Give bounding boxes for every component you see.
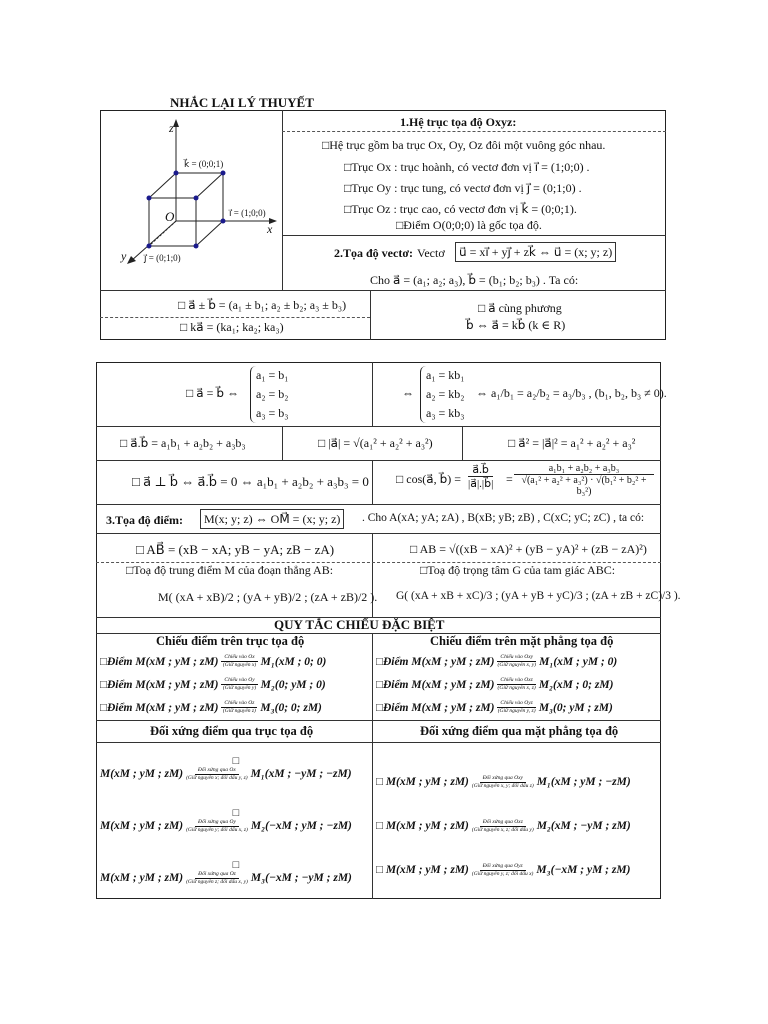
- divider: [370, 290, 371, 340]
- proj-plane-title: Chiếu điểm trên mặt phẳng tọa độ: [430, 634, 614, 648]
- sym-plane-pre: □ M(xM ; yM ; zM): [376, 864, 469, 876]
- proj-axis-arrow-top: Chiếu vào Oz: [221, 700, 257, 708]
- divider: [282, 110, 283, 290]
- proj-axis-arrow: [221, 700, 257, 715]
- divider: [100, 317, 370, 318]
- s1-title: 1.Hệ trục tọa độ Oxyz:: [400, 115, 517, 129]
- proj-axis-post: M₂(0; yM ; 0): [260, 678, 326, 691]
- sym-axis-mark: □: [232, 858, 240, 871]
- sys-right-3: a₃ = kb₃: [426, 406, 465, 420]
- sys-left: [250, 366, 288, 423]
- proj-axis-arrow: [221, 654, 257, 669]
- divider: [282, 426, 283, 460]
- sym-plane-row: [376, 848, 661, 892]
- cube-diagram: [101, 111, 281, 289]
- sym-axis-pre: M(xM ; yM ; zM): [100, 820, 184, 832]
- collinear-2: b⃗ ⇔ a⃗ = kb⃗ (k ∈ R): [466, 318, 566, 332]
- perpendicular: □ a⃗ ⊥ b⃗ ⇔ a⃗.b⃗ = 0 ⇔ a₁b₁ + a₂b₂ + a₃b₃ = 0: [132, 474, 369, 489]
- vec-sum: □ a⃗ ± b⃗ = (a₁ ± b₁; a₂ ± b₂; a₃ ± b₃): [178, 298, 347, 312]
- proj-plane-post: M₂(xM ; 0; zM): [538, 678, 614, 691]
- proj-plane-row: [376, 696, 661, 719]
- proj-axis-arrow-bot: (Giữ nguyên x): [222, 662, 257, 668]
- divider: [100, 290, 666, 291]
- proj-plane-post: M₁(xM ; yM ; 0): [539, 655, 618, 668]
- sym-axis-arrow: [186, 767, 248, 782]
- centroid-title: □Toạ độ trọng tâm G của tam giác ABC:: [420, 563, 616, 577]
- divider: [282, 131, 666, 132]
- j-vector-label: j⃗ = (0;1;0): [144, 253, 181, 263]
- proj-axis-pre: □Điểm M(xM ; yM ; zM): [100, 655, 219, 668]
- proj-plane-arrow: [497, 654, 536, 669]
- midpoint-formula: M( (xA + xB)/2 ; (yA + yB)/2 ; (zA + zB)/2 ).: [158, 590, 378, 604]
- s3-boxed-formula: M(x; y; z) ⇔ OM⃗ = (x; y; z): [200, 509, 344, 529]
- divider: [372, 362, 373, 426]
- sym-plane-list: [376, 760, 661, 892]
- proj-plane-arrow-top: Chiếu vào Oxy: [497, 654, 536, 662]
- proj-plane-pre: □Điểm M(xM ; yM ; zM): [376, 678, 495, 691]
- ab-vector: □ AB⃗ = (xB − xA; yB − yA; zB − zA): [136, 542, 335, 557]
- sys-right-1: a₁ = kb₁: [426, 368, 465, 382]
- proj-plane-arrow-bot: (Giữ nguyên y, z): [497, 708, 536, 714]
- z-axis-label: z: [169, 121, 174, 135]
- proj-axis-arrow: [221, 677, 257, 692]
- sym-plane-arrow-bot: (Giữ nguyên x, z; đổi dấu y): [471, 826, 534, 833]
- divider: [372, 633, 373, 899]
- sym-plane-arrow-top: Đối xứng qua Oyz: [480, 863, 526, 871]
- s1-line-4: □Trục Oz : trục cao, có vectơ đơn vị k⃗ = (0;0;1).: [344, 202, 577, 216]
- proj-axis-pre: □Điểm M(xM ; yM ; zM): [100, 678, 219, 691]
- sym-plane-arrow: [472, 863, 534, 878]
- sym-axis-row: [100, 742, 372, 794]
- vec-equal: □ a⃗ = b⃗ ⇔: [186, 386, 239, 400]
- sym-axis-post: M₂(−xM ; yM ; −zM): [250, 820, 352, 832]
- proj-axis-post: M₁(xM ; 0; 0): [260, 655, 327, 668]
- sym-axis-post: M₁(xM ; −yM ; −zM): [250, 768, 352, 780]
- section-title: NHẮC LẠI LÝ THUYẾT: [170, 95, 314, 110]
- sym-axis-arrow: [186, 871, 248, 886]
- proj-axis-row: [100, 696, 372, 719]
- s2-cho-line: Cho a⃗ = (a₁; a₂; a₃), b⃗ = (b₁; b₂; b₃) . Ta có:: [370, 273, 579, 287]
- sym-axis-row: [100, 794, 372, 846]
- ratio-condition: ⇔ a₁/b₁ = a₂/b₂ = a₃/b₃ , (b₁, b₂, b₃ ≠ 0).: [476, 386, 667, 400]
- sym-plane-pre: □ M(xM ; yM ; zM): [376, 820, 469, 832]
- sym-plane-post: M₂(xM ; −yM ; zM): [536, 820, 631, 832]
- proj-axis-arrow-bot: (Giữ nguyên z): [222, 708, 256, 714]
- divider: [96, 720, 661, 721]
- cos-frac-1-den: |a⃗|.|b⃗|: [468, 478, 494, 490]
- sym-plane-arrow-bot: (Giữ nguyên x, y; đổi dấu z): [471, 782, 534, 789]
- dot-product: □ a⃗.b⃗ = a₁b₁ + a₂b₂ + a₃b₃: [120, 436, 246, 450]
- proj-plane-list: [376, 650, 661, 719]
- proj-axis-arrow-top: Chiếu vào Oy: [221, 677, 257, 685]
- ab-length: □ AB = √((xB − xA)² + (yB − yA)² + (zB − zA)²): [410, 542, 647, 556]
- sym-axis-line: [100, 871, 372, 886]
- cos-frac-1-num: a⃗.b⃗: [468, 463, 493, 477]
- sym-axis-row: [100, 846, 372, 898]
- sym-plane-post: M₃(−xM ; yM ; zM): [536, 864, 631, 876]
- sym-plane-row: [376, 760, 661, 804]
- proj-plane-line: [376, 677, 661, 692]
- sym-plane-line: [376, 863, 661, 878]
- proj-plane-arrow: [497, 700, 535, 715]
- proj-plane-pre: □Điểm M(xM ; yM ; zM): [376, 655, 495, 668]
- centroid-formula: G( (xA + xB + xC)/3 ; (yA + yB + yC)/3 ; (zA + zB + zC)/3 ).: [396, 590, 681, 602]
- divider: [282, 235, 666, 236]
- vec-scale: □ ka⃗ = (ka₁; ka₂; ka₃): [180, 320, 284, 334]
- sym-plane-arrow-top: Đối xứng qua Oxz: [480, 819, 526, 827]
- sym-plane-arrow: [472, 819, 534, 834]
- proj-axis-arrow-bot: (Giữ nguyên y): [222, 685, 257, 691]
- proj-plane-pre: □Điểm M(xM ; yM ; zM): [376, 701, 495, 714]
- divider: [372, 460, 373, 504]
- sys-left-1: a₁ = b₁: [256, 368, 289, 382]
- sym-plane-post: M₁(xM ; yM ; −zM): [536, 776, 631, 788]
- divider: [96, 460, 661, 461]
- sym-axis-arrow-bot: (Giữ nguyên y; đổi dấu x, z): [186, 826, 248, 833]
- i-vector-label: i⃗ = (1;0;0): [229, 208, 266, 218]
- s3-title: 3.Tọa độ điểm:: [106, 513, 184, 527]
- sym-axis-title: Đối xứng điểm qua trục tọa độ: [150, 724, 314, 738]
- sym-axis-arrow-bot: (Giữ nguyên x; đổi dấu y, z): [186, 774, 248, 781]
- sym-plane-line: [376, 819, 661, 834]
- cos-frac-2: [514, 463, 654, 497]
- s1-line-2: □Trục Ox : trục hoành, có vectơ đơn vị i⃗ = (1;0;0) .: [344, 160, 590, 174]
- cube-svg: [101, 111, 281, 289]
- proj-axis-list: [100, 650, 372, 719]
- proj-plane-arrow-bot: (Giữ nguyên x, z): [497, 685, 536, 691]
- proj-axis-title: Chiếu điểm trên trục tọa độ: [156, 634, 305, 648]
- proj-axis-line: [100, 677, 372, 692]
- sys-left-2: a₂ = b₂: [256, 387, 289, 401]
- proj-axis-row: [100, 673, 372, 696]
- cos-label: □ cos(a⃗, b⃗) =: [396, 472, 461, 486]
- vector-norm: □ |a⃗| = √(a₁² + a₂² + a₃²): [318, 436, 433, 450]
- s1-line-5: □Điểm O(0;0;0) là gốc tọa độ.: [396, 218, 542, 232]
- cos-frac-1: [468, 463, 493, 490]
- vector-square: □ a⃗² = |a⃗|² = a₁² + a₂² + a₃²: [508, 436, 636, 450]
- s2-title: 2.Tọa độ vectơ:: [334, 246, 413, 260]
- divider: [96, 504, 661, 505]
- proj-axis-pre: □Điểm M(xM ; yM ; zM): [100, 701, 219, 714]
- sym-plane-line: [376, 775, 661, 790]
- proj-axis-line: [100, 700, 372, 715]
- sym-plane-arrow: [472, 775, 534, 790]
- proj-plane-post: M₃(0; yM ; zM): [538, 701, 613, 714]
- sym-axis-arrow-bot: (Giữ nguyên z; đổi dấu x, y): [186, 878, 248, 885]
- sym-axis-line: [100, 767, 372, 782]
- divider: [96, 426, 661, 427]
- proj-axis-post: M₃(0; 0; zM): [260, 701, 322, 714]
- s2-boxed-formula: u⃗ = xi⃗ + yj⃗ + zk⃗ ⇔ u⃗ = (x; y; z): [455, 242, 616, 262]
- sym-axis-pre: M(xM ; yM ; zM): [100, 768, 184, 780]
- sym-axis-arrow-top: Đối xứng qua Ox: [195, 767, 239, 775]
- proj-axis-arrow-top: Chiếu vào Ox: [221, 654, 257, 662]
- sym-axis-arrow-top: Đối xứng qua Oy: [195, 819, 239, 827]
- s3-rest: . Cho A(xA; yA; zA) , B(xB; yB; zB) , C(xC; yC; zC) , ta có:: [362, 512, 645, 524]
- s1-line-3: □Trục Oy : trục tung, có vectơ đơn vị j⃗ = (0;1;0) .: [344, 181, 582, 195]
- collinear-1: □ a⃗ cùng phương: [478, 301, 562, 315]
- proj-axis-line: [100, 654, 372, 669]
- k-vector-label: k⃗ = (0;0;1): [184, 159, 224, 169]
- s2-vecto-word: Vectơ: [417, 246, 445, 260]
- proj-plane-arrow: [497, 677, 535, 692]
- proj-plane-line: [376, 654, 661, 669]
- sys-left-3: a₃ = b₃: [256, 406, 289, 420]
- sys-right: [420, 366, 464, 423]
- s1-line-1: □Hệ trục gồm ba trục Ox, Oy, Oz đôi một vuông góc nhau.: [322, 138, 606, 152]
- cos-equal: =: [506, 472, 513, 486]
- sym-axis-arrow-top: Đối xứng qua Oz: [195, 871, 239, 879]
- rules-title: QUY TẮC CHIẾU ĐẶC BIỆT: [274, 617, 445, 632]
- sym-plane-title: Đối xứng điểm qua mặt phẳng tọa độ: [420, 724, 619, 738]
- sym-plane-arrow-top: Đối xứng qua Oxy: [480, 775, 526, 783]
- proj-plane-row: [376, 650, 661, 673]
- proj-plane-row: [376, 673, 661, 696]
- y-axis-label: y: [121, 249, 127, 263]
- proj-plane-arrow-bot: (Giữ nguyên x, y): [497, 662, 536, 668]
- proj-plane-arrow-top: Chiếu vào Oxz: [497, 677, 535, 685]
- divider: [462, 426, 463, 460]
- sym-axis-post: M₃(−xM ; −yM ; zM): [250, 872, 352, 884]
- sym-axis-line: [100, 819, 372, 834]
- sym-plane-row: [376, 804, 661, 848]
- sym-axis-pre: M(xM ; yM ; zM): [100, 872, 184, 884]
- sym-axis-mark: □: [232, 754, 240, 767]
- proj-axis-row: [100, 650, 372, 673]
- divider: [96, 533, 661, 534]
- sym-axis-list: [100, 742, 372, 898]
- midpoint-title: □Toạ độ trung điểm M của đoạn thẳng AB:: [126, 563, 334, 577]
- cos-frac-2-num: a₁b₁ + a₂b₂ + a₃b₃: [514, 463, 654, 475]
- sys-right-2: a₂ = kb₂: [426, 387, 465, 401]
- sym-axis-mark: □: [232, 806, 240, 819]
- sym-plane-arrow-bot: (Giữ nguyên y, z; đổi dấu x): [471, 870, 534, 877]
- equiv-sign: ⇔: [402, 386, 414, 400]
- origin-label: O: [165, 209, 175, 224]
- x-axis-label: x: [267, 222, 273, 236]
- proj-plane-arrow-top: Chiếu vào Oyz: [497, 700, 535, 708]
- sym-plane-pre: □ M(xM ; yM ; zM): [376, 776, 469, 788]
- cos-frac-2-den: √(a₁² + a₂² + a₃²) · √(b₁² + b₂² + b₃²): [521, 475, 647, 497]
- proj-plane-line: [376, 700, 661, 715]
- sym-axis-arrow: [186, 819, 248, 834]
